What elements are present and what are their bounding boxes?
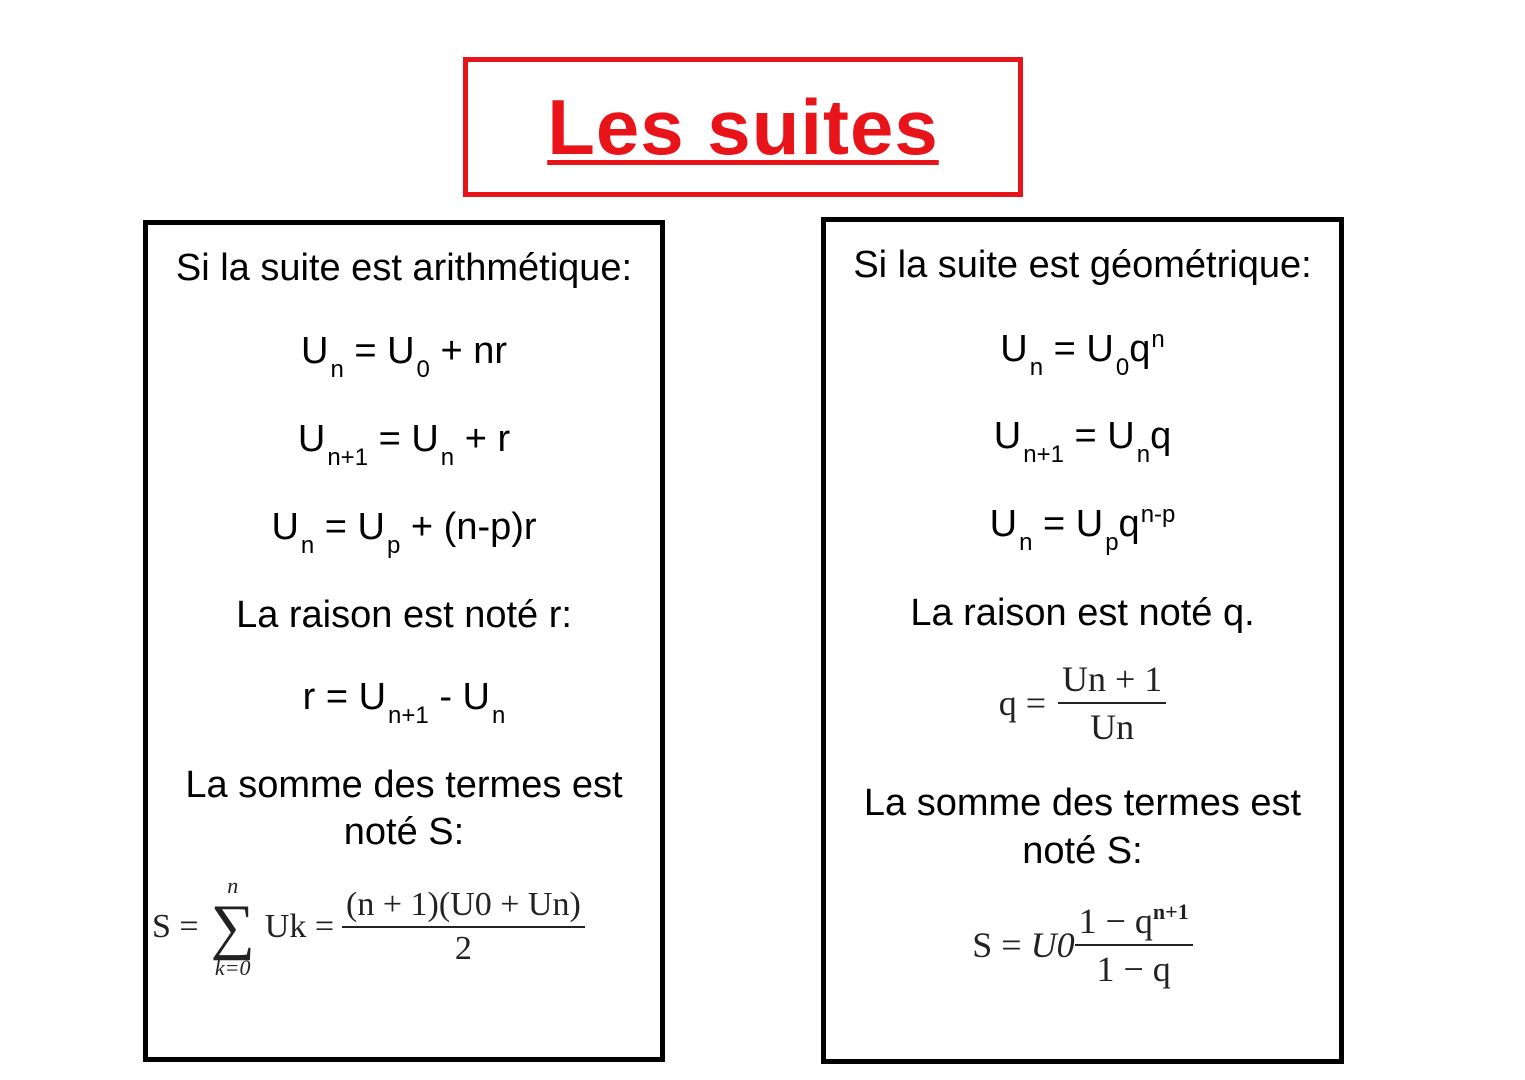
q-formula-lhs: q = [998, 683, 1046, 723]
formula-subscript: n [300, 532, 315, 559]
formula-text: U [271, 506, 299, 548]
formula-text: q [1150, 415, 1172, 457]
fraction-numerator: (n + 1)(U0 + Un) [342, 886, 585, 928]
formula-text: U [993, 415, 1022, 457]
sum-term: Uk = [264, 908, 335, 945]
formula-text: - U [428, 676, 490, 718]
title-box [463, 57, 1023, 197]
numerator-text: 1 − q [1078, 901, 1153, 941]
formula-subscript: n [330, 356, 344, 383]
formula-text: + nr [429, 330, 508, 372]
sigma-symbol [211, 875, 255, 979]
formula-text: + r [454, 418, 511, 460]
geometric-heading: Si la suite est géométrique: [853, 244, 1312, 286]
formula-subscript: 0 [416, 356, 430, 383]
geometric-formula-recurrence [826, 413, 1339, 468]
fraction-denominator: 2 [454, 930, 472, 967]
sigma-lower-limit: k=0 [214, 955, 251, 980]
formula-subscript: n [1136, 441, 1151, 468]
fraction-numerator [1075, 900, 1193, 946]
fraction-denominator: Un [1090, 707, 1135, 747]
formula-text: U [300, 330, 329, 372]
formula-subscript: p [1105, 529, 1119, 556]
geometric-raison-label: La raison est noté q. [910, 592, 1255, 634]
geometric-formula-from-p [826, 501, 1339, 556]
sum-lhs: S = [152, 908, 199, 945]
geometric-formula-general [826, 326, 1339, 381]
formula-text: = U [1032, 503, 1104, 545]
geometric-raison-formula [826, 658, 1339, 748]
arithmetic-formula-recurrence [148, 416, 660, 471]
geometric-panel [821, 217, 1344, 1064]
numerator-exponent: n+1 [1152, 899, 1189, 924]
arithmetic-sum-formula [152, 875, 656, 979]
formula-subscript: n+1 [388, 702, 429, 729]
formula-subscript: n+1 [327, 444, 369, 471]
arithmetic-panel [143, 220, 665, 1062]
formula-text: r = U [302, 676, 387, 718]
sigma-upper-limit: n [227, 873, 239, 898]
arithmetic-raison-formula [148, 674, 660, 729]
geometric-sum-formula [826, 900, 1339, 990]
formula-text: = U [1063, 415, 1135, 457]
sigma-icon: ∑ [210, 893, 255, 961]
formula-subscript: n [491, 702, 506, 729]
formula-superscript: n-p [1140, 501, 1176, 528]
formula-subscript: 0 [1115, 354, 1130, 381]
formula-text: q [1118, 503, 1140, 545]
geometric-somme-label-1: La somme des termes est [863, 782, 1302, 824]
formula-text: + (n-p)r [400, 506, 537, 548]
formula-superscript: n [1151, 326, 1165, 353]
formula-subscript: n+1 [1023, 441, 1064, 468]
geometric-somme-label-2: noté S: [1022, 830, 1143, 872]
formula-text: q [1129, 328, 1151, 370]
fraction-denominator: 1 − q [1096, 949, 1171, 989]
formula-text: = U [1043, 328, 1114, 370]
formula-text: U [1000, 328, 1028, 370]
page-title: Les suites [547, 82, 939, 171]
formula-subscript: n [1019, 529, 1033, 556]
arithmetic-somme-label-1: La somme des termes est [185, 764, 623, 806]
arithmetic-raison-label: La raison est noté r: [236, 594, 572, 636]
formula-subscript: n [1029, 354, 1044, 381]
formula-text: U [297, 418, 326, 460]
formula-text: = U [314, 506, 385, 548]
q-fraction [1058, 658, 1166, 748]
formula-subscript: p [387, 532, 401, 559]
arithmetic-heading: Si la suite est arithmétique: [175, 247, 633, 289]
formula-text: = U [368, 418, 439, 460]
fraction-numerator: Un + 1 [1058, 658, 1166, 704]
sum-factor: U0 [1030, 925, 1075, 965]
arithmetic-somme-label-2: noté S: [343, 811, 465, 853]
arithmetic-formula-from-p [148, 504, 660, 559]
formula-text: U [989, 503, 1018, 545]
formula-subscript: n [440, 444, 455, 471]
formula-text: = U [343, 330, 415, 372]
arithmetic-formula-general [148, 328, 660, 383]
sum-fraction [342, 886, 585, 968]
sum-lhs: S = [972, 925, 1031, 965]
sum-fraction [1075, 900, 1193, 990]
